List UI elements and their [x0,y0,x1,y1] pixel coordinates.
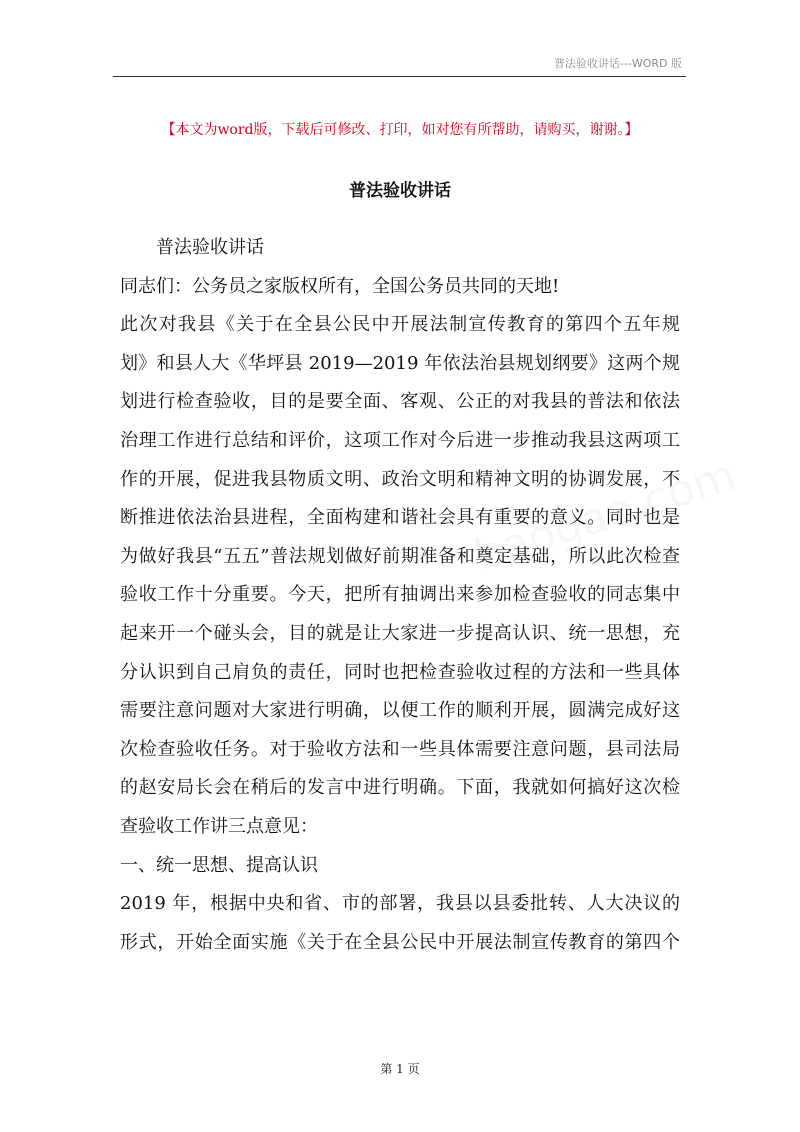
page-number: 第 1 页 [380,1062,420,1076]
document-title: 普法验收讲话 [349,181,451,201]
document-body [120,229,680,962]
body-line: 验收工作十分重要。今天，把所有抽调出来参加检查验收的同志集中 [120,584,680,606]
body-subtitle: 普法验收讲话 [156,237,264,258]
body-line: 起来开一个碰头会，目的就是让大家进一步提高认识、统一思想，充 [120,622,680,644]
body-line: 断推进依法治县进程，全面构建和谐社会具有重要的意义。同时也是 [120,507,680,529]
body-line: 查验收工作讲三点意见： [120,815,318,837]
body-line: 为做好我县“五五”普法规划做好前期准备和奠定基础，所以此次检查 [120,545,680,567]
body-line: 同志们：公务员之家版权所有，全国公务员共同的天地! [120,275,560,297]
body-line: 的赵安局长会在稍后的发言中进行明确。下面，我就如何搞好这次检 [120,777,680,799]
body-line: 2019 年，根据中央和省、市的部署，我县以县委批转、人大决议的 [120,893,680,915]
body-line: 作的开展，促进我县物质文明、政治文明和精神文明的协调发展，不 [120,468,680,490]
body-line: 此次对我县《关于在全县公民中开展法制宣传教育的第四个五年规 [120,314,680,336]
header-divider [113,76,686,77]
body-line: 次检查验收任务。对于验收方法和一些具体需要注意问题，县司法局 [120,738,680,760]
body-line: 划进行检查验收，目的是要全面、客观、公正的对我县的普法和依法 [120,391,680,413]
running-header: 普法验收讲话---WORD 版 [553,57,682,70]
purchase-notice: 【本文为word版，下载后可修改、打印，如对您有所帮助，请购买，谢谢。】 [161,122,639,138]
section-heading: 一、统一思想、提高认识 [120,854,318,876]
body-line: 划》和县人大《华坪县 2019—2019 年依法治县规划纲要》这两个规 [120,352,680,374]
body-line: 治理工作进行总结和评价，这项工作对今后进一步推动我县这两项工 [120,429,680,451]
body-line: 分认识到自己肩负的责任，同时也把检查验收过程的方法和一些具体 [120,661,680,683]
body-line: 形式，开始全面实施《关于在全县公民中开展法制宣传教育的第四个 [120,931,680,953]
body-line: 需要注意问题对大家进行明确，以便工作的顺利开展，圆满完成好这 [120,700,680,722]
